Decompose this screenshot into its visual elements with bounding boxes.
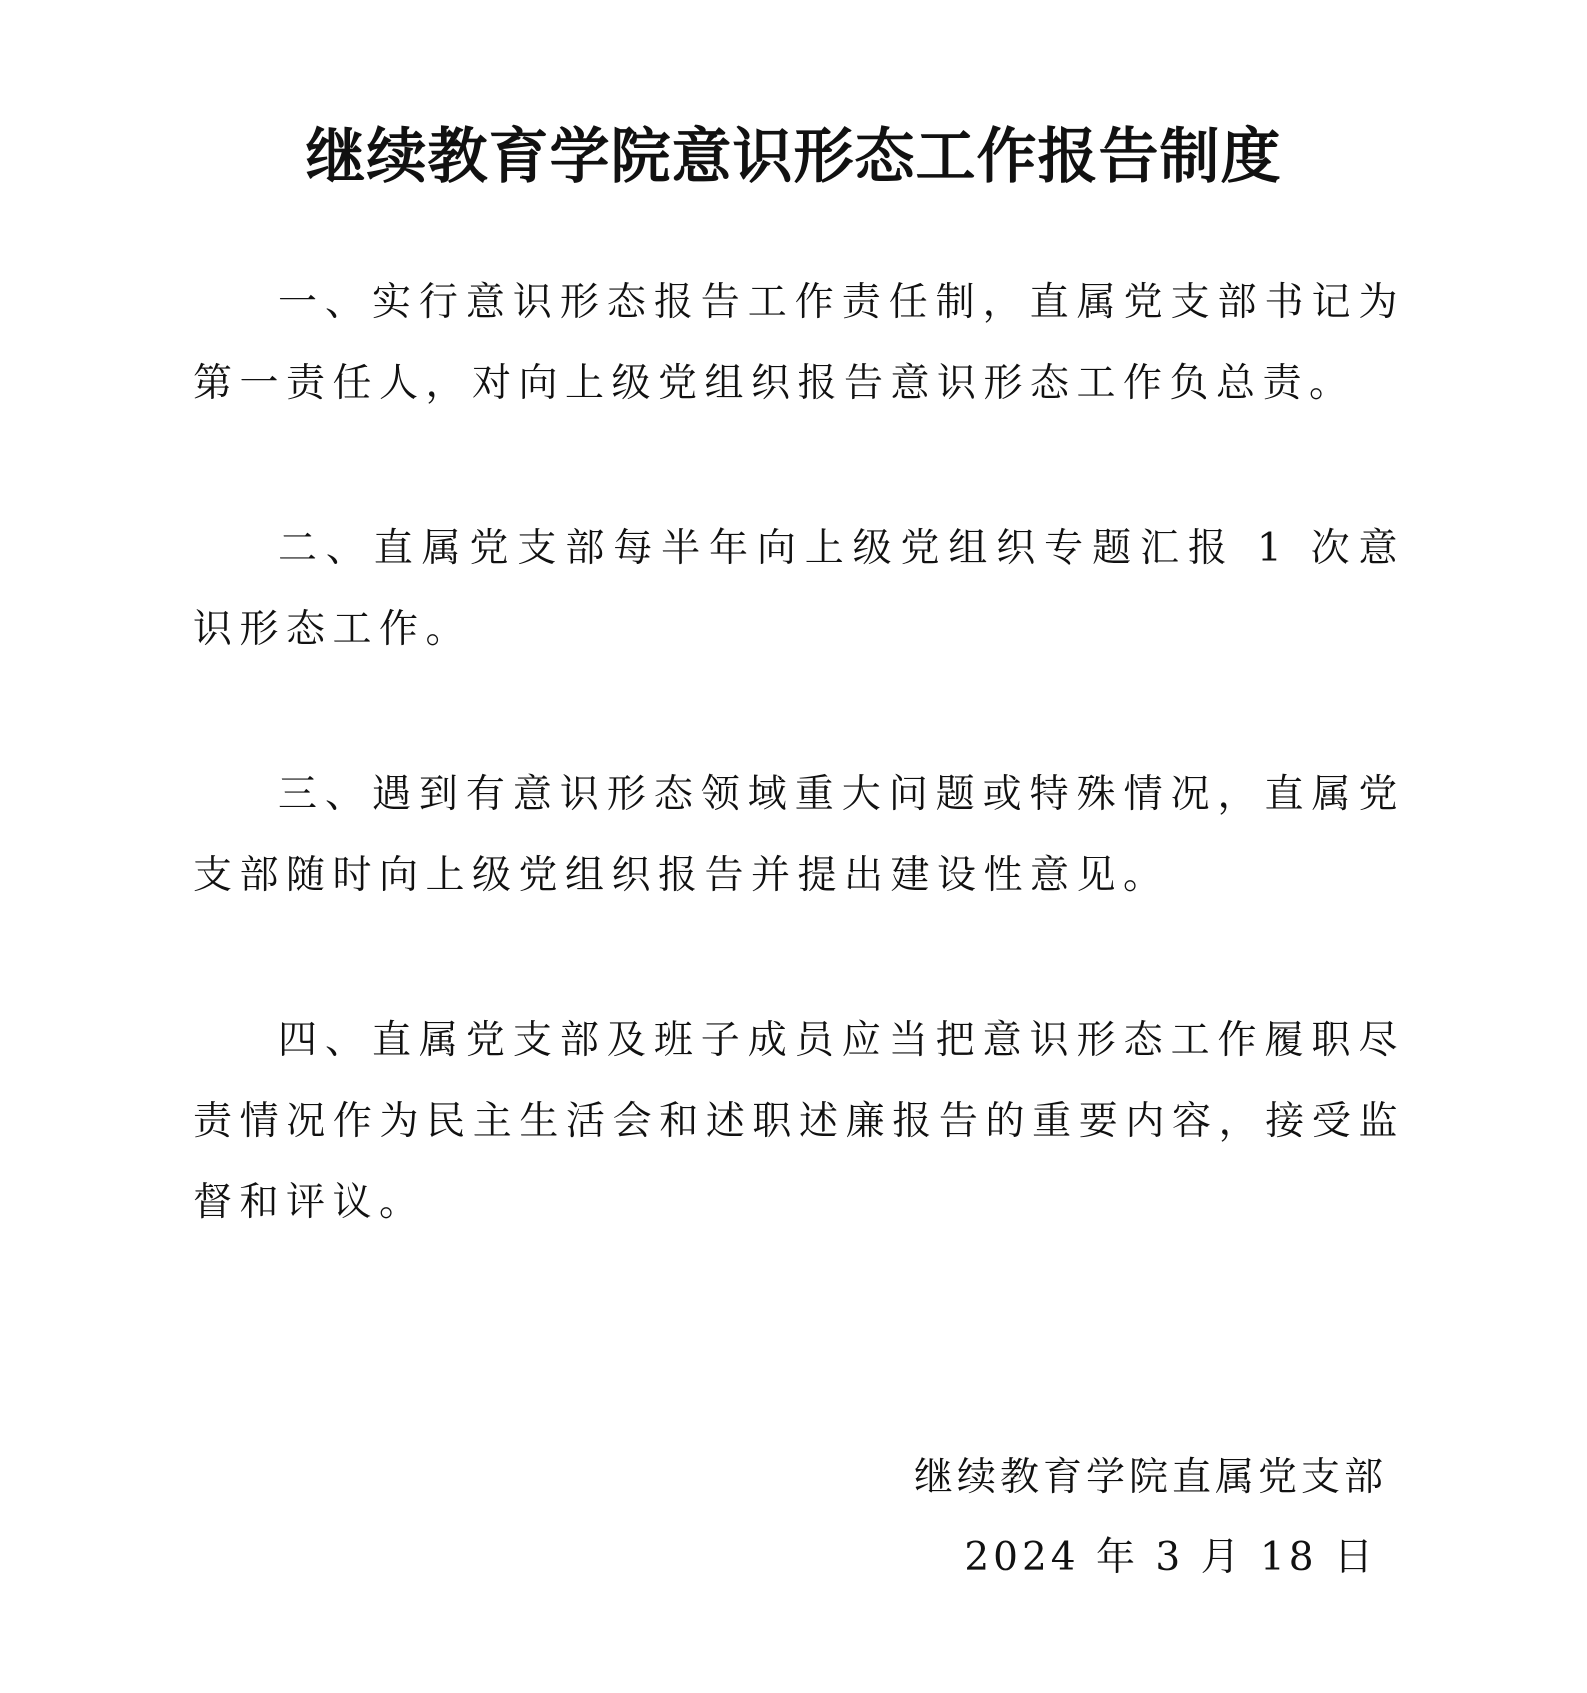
signature-block — [914, 1438, 1387, 1598]
paragraph-4: 四、直属党支部及班子成员应当把意识形态工作履职尽责情况作为民主生活会和述职述廉报告的重要内容，接受监督和评议。 — [193, 1018, 1405, 1225]
signature-organization: 继续教育学院直属党支部 — [913, 1455, 1387, 1500]
document-body — [193, 262, 1405, 1327]
document-title: 继续教育学院意识形态工作报告制度 — [305, 122, 1282, 192]
signature-date: 2024 年 3 月 18 日 — [964, 1535, 1377, 1580]
paragraph-3: 三、遇到有意识形态领域重大问题或特殊情况，直属党支部随时向上级党组织报告并提出建设性意见。 — [193, 772, 1405, 898]
paragraph-1: 一、实行意识形态报告工作责任制，直属党支部书记为第一责任人，对向上级党组织报告意识形态工作负总责。 — [193, 280, 1405, 406]
paragraph-2: 二、直属党支部每半年向上级党组织专题汇报 1 次意识形态工作。 — [193, 526, 1405, 652]
